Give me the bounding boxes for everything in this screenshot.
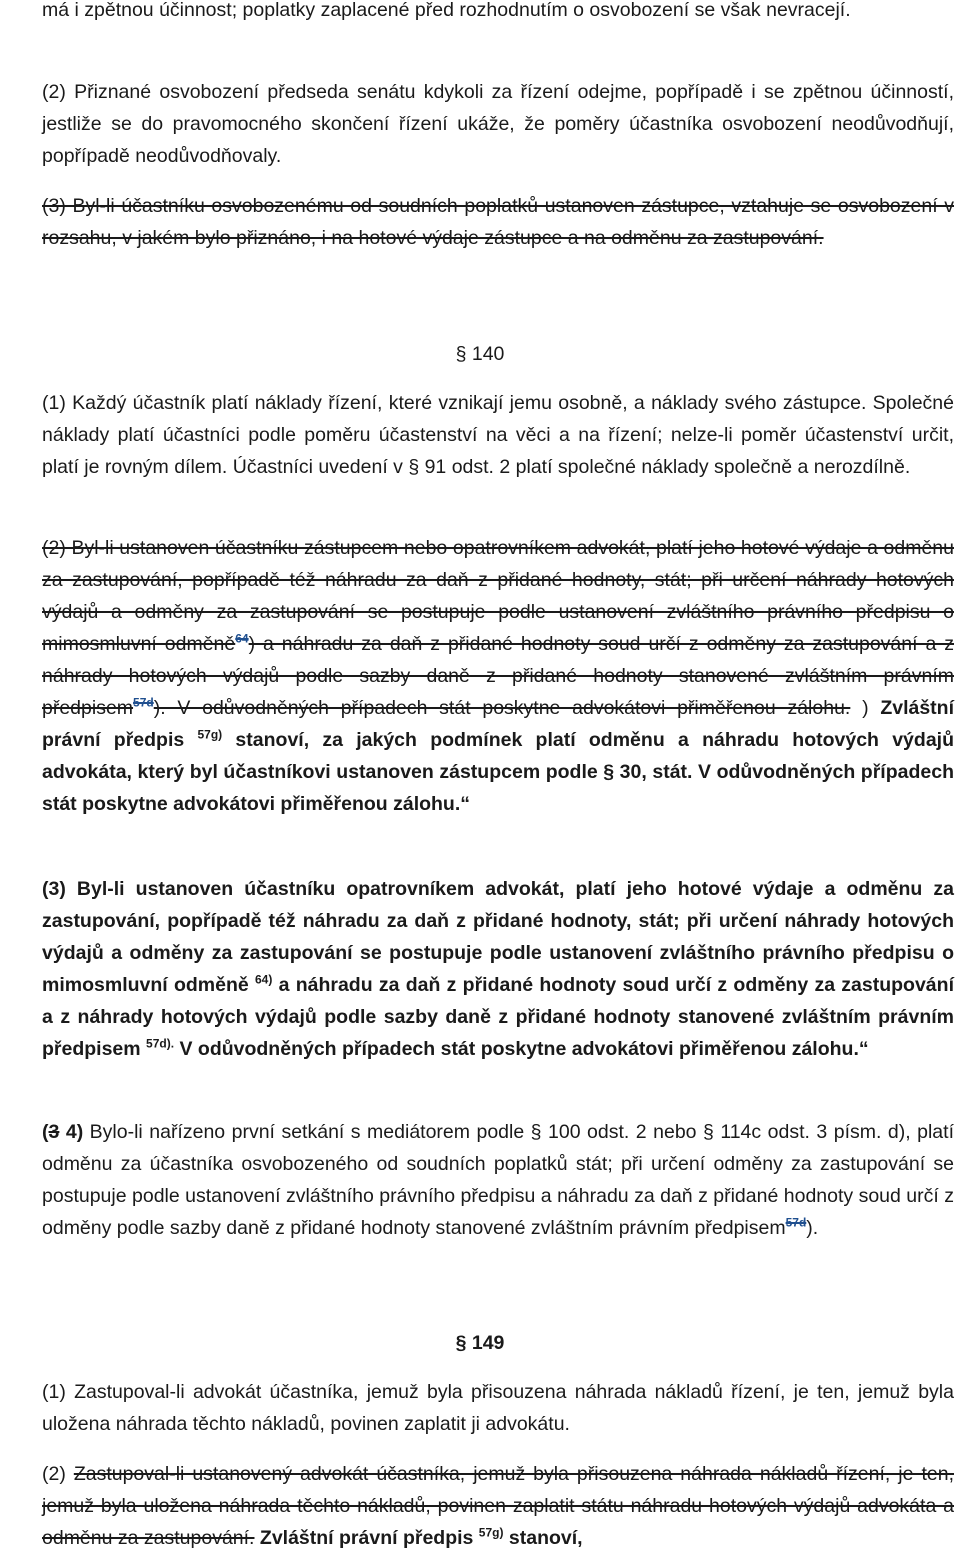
deleted-text: (2) Byl-li ustanoven účastníku zástupcem nebo opatrovníkem advokát, platí jeho hotové výdaje a odměnu za zastupování, popřípadě též náhradu za daň z přidané hodnoty, stát; při určení náhrady hotových výdajů a odměny za zastupování se postupuje podle ustanovení zvláštního právního předpisu o mimosmluvní odměně: [42, 537, 954, 655]
deleted-text: ) a náhradu za daň z přidané hodnoty soud určí z odměny za zastupování a z náhrady hotových výdajů podle sazby daně z přidané hodnoty stanovené zvláštním právním předpisem: [42, 633, 954, 719]
paragraph-149-1: [42, 1376, 954, 1440]
section-heading-140: [0, 338, 960, 370]
paragraph-text: (1) Zastupoval-li advokát účastníka, jemuž byla přisouzena náhrada nákladů řízení, je ten, jemuž byla uložena náhrada těchto nákladů, povinen zaplatit ji advokátu.: [42, 1381, 954, 1435]
inserted-bold-text: Zvláštní právní předpis: [254, 1527, 474, 1549]
inserted-bold-text: Zvláštní právní předpis: [42, 697, 954, 751]
inserted-bold-text: V odůvodněných případech stát poskytne advokátovi přiměřenou zálohu.“: [174, 1038, 869, 1060]
paragraph-140-2-amended: [42, 532, 954, 820]
paragraph-139-2: [42, 76, 954, 172]
paragraph-149-2-amended: [42, 1458, 954, 1554]
inserted-bold-text: stanoví, za jakých podmínek platí odměnu a náhradu hotových výdajů advokáta, který byl účastníkovi ustanoven zástupcem podle § 30, stát. V odůvodněných případech stát poskytne advokátovi přiměřenou zálohu.“: [42, 729, 954, 815]
section-title: § 149: [455, 1332, 505, 1354]
paragraph-140-1: [42, 387, 954, 483]
footnote-ref: 57d).: [146, 1036, 175, 1051]
paragraph-140-3-inserted: [42, 873, 954, 1065]
paragraph-140-4: [42, 1116, 954, 1244]
deleted-text: ). V odůvodněných případech stát poskytne advokátovi přiměřenou zálohu.: [153, 697, 851, 719]
inserted-text: ): [850, 697, 881, 719]
paragraph-text: má i zpětnou účinnost; poplatky zaplacené před rozhodnutím o osvobození se však nevracejí.: [42, 0, 851, 21]
paragraph-text: (2) Přiznané osvobození předseda senátu kdykoli za řízení odejme, popřípadě i se zpětnou účinností, jestliže se do pravomocného skončení řízení ukáže, že poměry účastníka osvobození neodůvodňují, popřípadě neodůvodňovaly.: [42, 81, 954, 167]
paren-open: (: [42, 1121, 49, 1143]
new-number: 4): [59, 1121, 84, 1143]
footnote-ref: 57g): [478, 1525, 504, 1540]
paragraph-text: Bylo-li nařízeno první setkání s mediátorem podle § 100 odst. 2 nebo § 114c odst. 3 písm. d), platí odměnu za účastníka osvobozeného od soudních poplatků stát; při určení odměny za zastupování se postupuje podle ustanovení zvláštního právního předpisu a náhradu za daň z přidané hodnoty soud určí z odměny podle sazby daně z přidané hodnoty stanovené zvláštním právním předpisem: [42, 1121, 954, 1239]
paragraph-text: (1) Každý účastník platí náklady řízení, které vznikají jemu osobně, a náklady svého zástupce. Společné náklady platí účastníci podle poměru účastenství na věci a na řízení; nelze-li poměr účastenství určit, platí je rovným dílem. Účastníci uvedení v § 91 odst. 2 platí společné náklady společně a nerozdílně.: [42, 392, 954, 478]
section-title: § 140: [455, 343, 505, 365]
paragraph-continuation: [42, 0, 954, 26]
footnote-ref: 57g): [197, 727, 223, 742]
inserted-bold-text: a náhradu za daň z přidané hodnoty soud určí z odměny za zastupování a z náhrady hotových výdajů podle sazby daně z přidané hodnoty stanovené zvláštním právním předpisem: [42, 974, 954, 1060]
paragraph-number: (2): [42, 1463, 74, 1485]
section-heading-149: [0, 1327, 960, 1359]
footnote-ref: 64): [254, 972, 273, 987]
inserted-bold-text: stanoví,: [503, 1527, 583, 1549]
paragraph-end: ).: [806, 1217, 819, 1239]
footnote-ref-deleted: 57d: [133, 695, 154, 710]
deleted-number: 3: [48, 1121, 60, 1143]
deleted-text: Zastupoval-li ustanovený advokát účastníka, jemuž byla přisouzena náhrada nákladů řízení, je ten, jemuž byla uložena náhrada těchto nákladů, povinen zaplatit státu náhradu hotových výdajů advokáta a odměnu za zastupování.: [42, 1463, 954, 1549]
paragraph-139-3-deleted: [42, 190, 954, 254]
inserted-bold-text: (3) Byl-li ustanoven účastníku opatrovníkem advokát, platí jeho hotové výdaje a odměnu za zastupování, popřípadě též náhradu za daň z přidané hodnoty, stát; při určení náhrady hotových výdajů a odměny za zastupování se postupuje podle ustanovení zvláštního právního předpisu o mimosmluvní odměně: [42, 878, 954, 996]
footnote-ref: 57d: [785, 1215, 807, 1230]
deleted-text: (3) Byl-li účastníku osvobozenému od soudních poplatků ustanoven zástupce, vztahuje se osvobození v rozsahu, v jakém bylo přiznáno, i na hotové výdaje zástupce a na odměnu za zastupování.: [42, 195, 954, 249]
footnote-ref-deleted: 64: [235, 631, 249, 646]
